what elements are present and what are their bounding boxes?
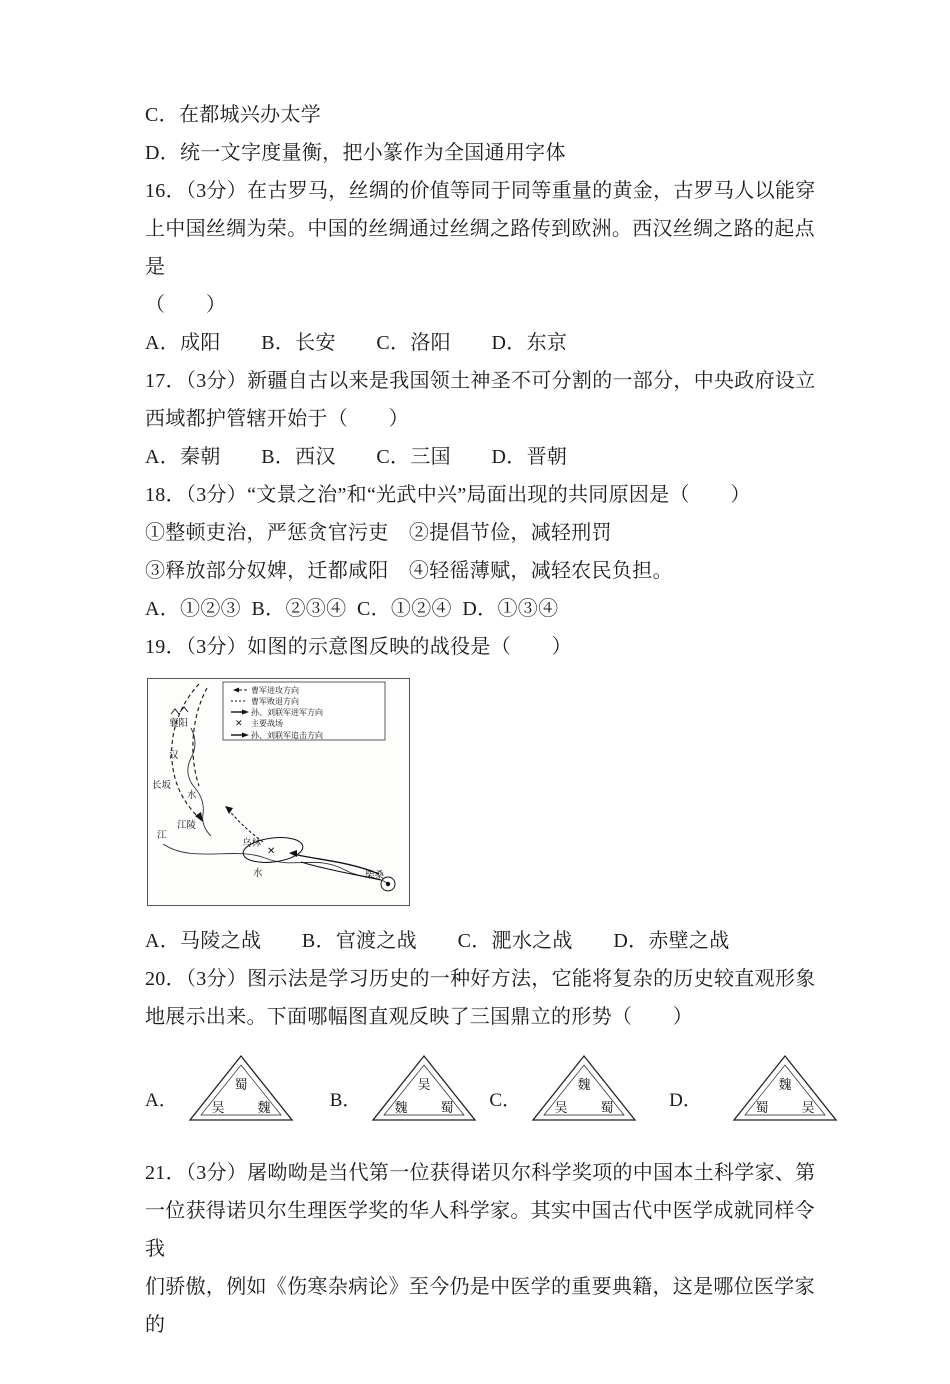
triangle-option-d — [669, 1052, 840, 1124]
label-han: 汉 — [169, 750, 179, 761]
text-line: C．在都城兴办太学 — [145, 104, 322, 126]
label-chaisang: 柴桑 — [365, 870, 385, 881]
text-line: 18．（3分）“文景之治”和“光武中兴”局面出现的共同原因是（ ） — [145, 484, 751, 506]
triangle-option-b-label: B． — [329, 1090, 362, 1111]
battle-map-figure — [147, 678, 825, 906]
text-line: 们骄傲，例如《伤寒杂病论》至今仍是中医学的重要典籍，这是哪位医学家的 — [145, 1276, 815, 1336]
map-legend — [223, 682, 385, 740]
triangle-d-svg — [730, 1052, 840, 1124]
triangle-d-left: 蜀 — [755, 1100, 769, 1115]
triangle-c-left: 吴 — [554, 1100, 568, 1115]
triangle-b-left: 魏 — [394, 1100, 408, 1115]
text-line: （ ） — [145, 294, 227, 316]
triangle-b-svg — [369, 1052, 479, 1124]
text-line: 西域都护管辖开始于（ ） — [145, 408, 409, 430]
legend-battle-mark: ✕ — [235, 718, 243, 728]
legend-text-5: 孙、刘联军追击方向 — [251, 731, 323, 740]
text-line: 20．（3分）图示法是学习历史的一种好方法，它能将复杂的历史较直观形象 — [145, 968, 816, 990]
label-xiangyang: 襄阳 — [169, 718, 189, 729]
text-block-2 — [145, 922, 825, 1036]
triangle-a-top: 蜀 — [234, 1077, 248, 1092]
text-line: A．秦朝 B．西汉 C．三国 D．晋朝 — [145, 446, 568, 468]
legend-text-1: 曹军进攻方向 — [251, 686, 299, 695]
triangle-option-c-label: C． — [489, 1090, 522, 1111]
text-line: 上中国丝绸为荣。中国的丝绸通过丝绸之路传到欧洲。西汉丝绸之路的起点是 — [145, 218, 815, 278]
triangle-option-b — [330, 1052, 480, 1124]
triangle-a-right: 魏 — [257, 1100, 271, 1115]
triangle-option-a — [145, 1052, 296, 1124]
text-line: ③释放部分奴婢，迁都咸阳 ④轻徭薄赋，减轻农民负担。 — [145, 560, 673, 582]
legend-text-3: 孙、刘联军进军方向 — [251, 708, 323, 717]
text-block-1 — [145, 96, 825, 666]
text-line: ①整顿吏治，严惩贪官污吏 ②提倡节俭，减轻刑罚 — [145, 522, 612, 544]
triangle-a-left: 吴 — [211, 1100, 225, 1115]
text-line: A．成阳 B．长安 C．洛阳 D．东京 — [145, 332, 568, 354]
label-changban: 长坂 — [152, 780, 172, 791]
text-line: A．马陵之战 B．官渡之战 C．淝水之战 D．赤壁之战 — [145, 930, 730, 952]
triangle-a-svg — [186, 1052, 296, 1124]
triangle-option-a-label: A． — [145, 1090, 178, 1111]
triangle-c-top: 魏 — [577, 1077, 591, 1092]
text-line: 19．（3分）如图的示意图反映的战役是（ ） — [145, 636, 572, 658]
label-jiangling: 江陵 — [177, 820, 197, 831]
legend-text-4: 主要战场 — [251, 719, 283, 728]
battle-map-svg — [147, 678, 410, 906]
triangle-b-right: 蜀 — [440, 1100, 454, 1115]
text-line: D．统一文字度量衡，把小篆作为全国通用字体 — [145, 142, 566, 164]
triangle-c-right: 蜀 — [600, 1100, 614, 1115]
text-line: A．①②③ B．②③④ C．①②④ D．①③④ — [145, 598, 559, 620]
text-line: 一位获得诺贝尔生理医学奖的华人科学家。其实中国古代中医学成就同样令我 — [145, 1200, 815, 1260]
label-shui-1: 水 — [187, 790, 197, 801]
text-line: 地展示出来。下面哪幅图直观反映了三国鼎立的形势（ ） — [145, 1006, 694, 1028]
text-block-3 — [145, 1154, 825, 1344]
battle-x-mark: ✕ — [267, 846, 276, 857]
triangle-b-top: 吴 — [417, 1077, 431, 1092]
triangle-d-top: 魏 — [778, 1077, 792, 1092]
text-line: 21．（3分）屠呦呦是当代第一位获得诺贝尔科学奖项的中国本土科学家、第 — [145, 1162, 816, 1184]
legend-text-2: 曹军败退方向 — [251, 697, 299, 706]
triangle-c-svg — [529, 1052, 639, 1124]
label-shui-2: 水 — [253, 868, 263, 879]
triangle-option-c — [489, 1052, 639, 1124]
triangle-option-d-label: D． — [669, 1090, 702, 1111]
chaisang-dot — [386, 882, 390, 886]
text-line: 17．（3分）新疆自古以来是我国领土神圣不可分割的一部分，中央政府设立 — [145, 370, 816, 392]
label-jiang: 江 — [157, 830, 167, 841]
text-line: 16．（3分）在古罗马，丝绸的价值等同于同等重量的黄金，古罗马人以能穿 — [145, 180, 816, 202]
three-kingdoms-diagrams — [145, 1052, 825, 1124]
label-wulin: 乌林 — [242, 838, 262, 849]
triangle-d-right: 吴 — [801, 1100, 815, 1115]
